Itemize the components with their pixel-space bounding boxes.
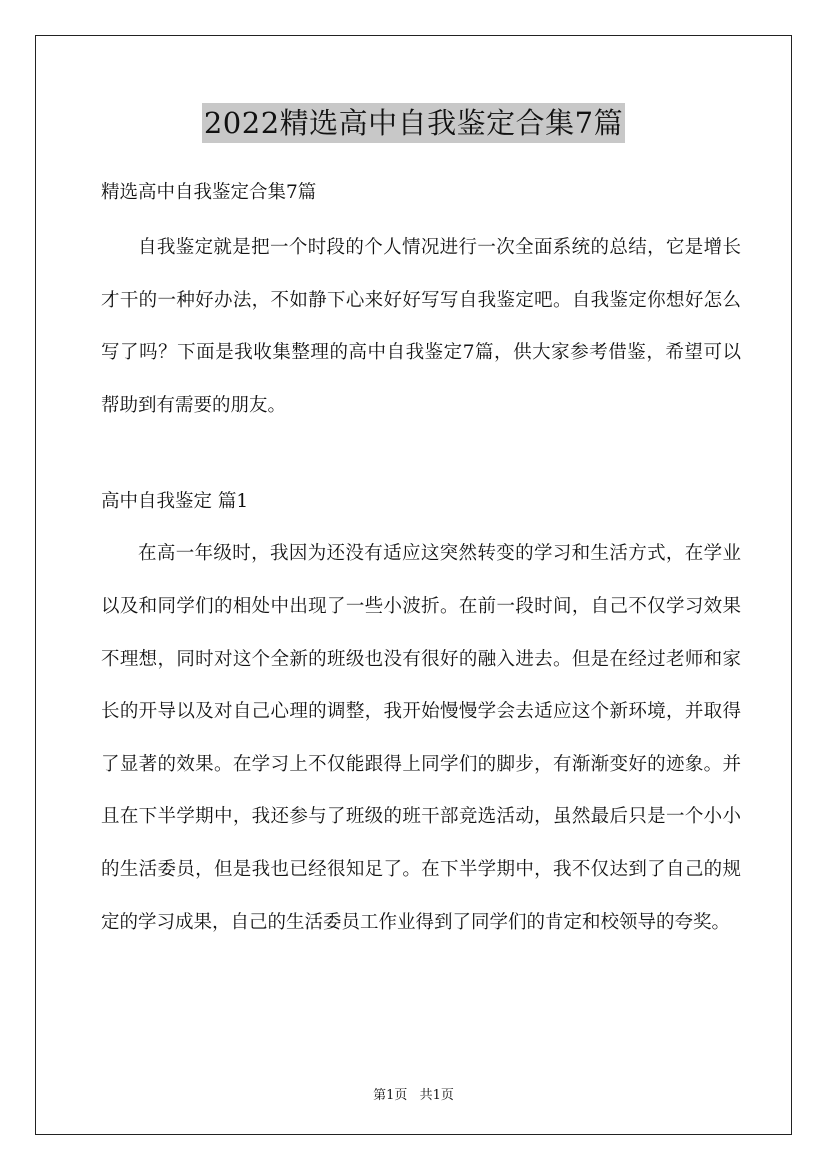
document-subtitle: 精选高中自我鉴定合集7篇 (101, 182, 317, 203)
page-footer (0, 1084, 827, 1103)
intro-paragraph: 自我鉴定就是把一个时段的个人情况进行一次全面系统的总结，它是增长才干的一种好办法，不如静下心来好好写写自我鉴定吧。自我鉴定你想好怎么写了吗？下面是我收集整理的高中自我鉴定7篇，供大家参考借鉴，希望可以帮助到有需要的朋友。 (101, 237, 741, 416)
section-heading: 高中自我鉴定 篇1 (101, 491, 249, 513)
document-body (101, 175, 741, 949)
section-body: 在高一年级时，我因为还没有适应这突然转变的学习和生活方式，在学业以及和同学们的相处中出现了一些小波折。在前一段时间，自己不仅学习效果不理想，同时对这个全新的班级也没有很好的融入进去。但是在经过老师和家长的开导以及对自己心理的调整，我开始慢慢学会去适应这个新环境，并取得了显著的效果。在学习上不仅能跟得上同学们的脚步，有渐渐变好的迹象。并且在下半学期中，我还参与了班级的班干部竞选活动，虽然最后只是一个小小的生活委员，但是我也已经很知足了。在下半学期中，我不仅达到了自己的规定的学习成果，自己的生活委员工作业得到了同学们的肯定和校领导的夸奖。 (101, 543, 741, 933)
title-container (0, 103, 827, 143)
page-total: 共1页 (419, 1088, 454, 1103)
page-number: 第1页 (373, 1088, 408, 1103)
document-title: 2022精选高中自我鉴定合集7篇 (202, 103, 625, 143)
